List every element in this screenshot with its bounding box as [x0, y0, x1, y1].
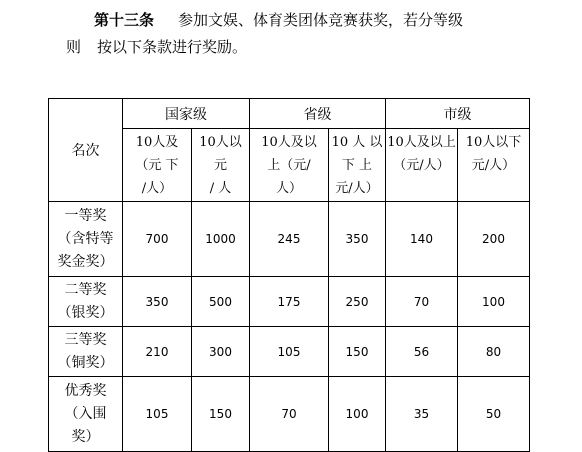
- table-cell: 200: [458, 202, 530, 277]
- table-cell: 105: [123, 377, 192, 452]
- subheader-municipal-above: 10人及以上 （元/人）: [386, 129, 458, 202]
- table-cell: 80: [458, 327, 530, 377]
- table-cell: 150: [329, 327, 386, 377]
- table-cell: 100: [458, 277, 530, 327]
- table-row: [49, 277, 530, 327]
- rank-name-third: 三等奖 （铜奖）: [49, 327, 123, 377]
- subheader-provincial-below: 10 人 以 下 上 元/人）: [329, 129, 386, 202]
- table-cell: 1000: [192, 202, 250, 277]
- article-number: 第十三条: [94, 11, 155, 29]
- subheader-provincial-above: 10人及以 上（元/ 人）: [250, 129, 329, 202]
- table-cell: 700: [123, 202, 192, 277]
- table-cell: 56: [386, 327, 458, 377]
- subheader-national-above: 10人及 （元 下 /人）: [123, 129, 192, 202]
- table-cell: 105: [250, 327, 329, 377]
- rank-name-first: 一等奖 （含特等 奖金奖）: [49, 202, 123, 277]
- table-cell: 70: [250, 377, 329, 452]
- rank-name-second: 二等奖 （银奖）: [49, 277, 123, 327]
- subheader-national-below: 10人以 元 / 人: [192, 129, 250, 202]
- article-text-2b: 按以下条款进行奖励。: [97, 38, 248, 56]
- table-cell: 150: [192, 377, 250, 452]
- table-cell: 500: [192, 277, 250, 327]
- table-cell: 300: [192, 327, 250, 377]
- group-header-national: 国家级: [123, 99, 250, 129]
- table-row: [49, 327, 530, 377]
- rank-header: 名次: [49, 99, 123, 202]
- table-cell: 140: [386, 202, 458, 277]
- table-cell: 245: [250, 202, 329, 277]
- table-cell: 250: [329, 277, 386, 327]
- table-cell: 35: [386, 377, 458, 452]
- article-text-1: 参加文娱、体育类团体竞赛获奖，若分等级: [178, 11, 464, 29]
- table-cell: 210: [123, 327, 192, 377]
- group-header-provincial: 省级: [250, 99, 386, 129]
- table-cell: 350: [123, 277, 192, 327]
- header-row-groups: [49, 99, 530, 129]
- article-line-2: [66, 37, 247, 57]
- table-cell: 350: [329, 202, 386, 277]
- article-text-2a: 则: [66, 38, 82, 56]
- reward-table: [48, 98, 530, 452]
- table-cell: 175: [250, 277, 329, 327]
- rank-name-merit: 优秀奖 （入围 奖）: [49, 377, 123, 452]
- table-row: [49, 377, 530, 452]
- subheader-municipal-below: 10人以下 元/人）: [458, 129, 530, 202]
- table-row: [49, 202, 530, 277]
- table-cell: 100: [329, 377, 386, 452]
- table-cell: 70: [386, 277, 458, 327]
- table-cell: 50: [458, 377, 530, 452]
- article-line-1: [94, 10, 463, 30]
- group-header-municipal: 市级: [386, 99, 530, 129]
